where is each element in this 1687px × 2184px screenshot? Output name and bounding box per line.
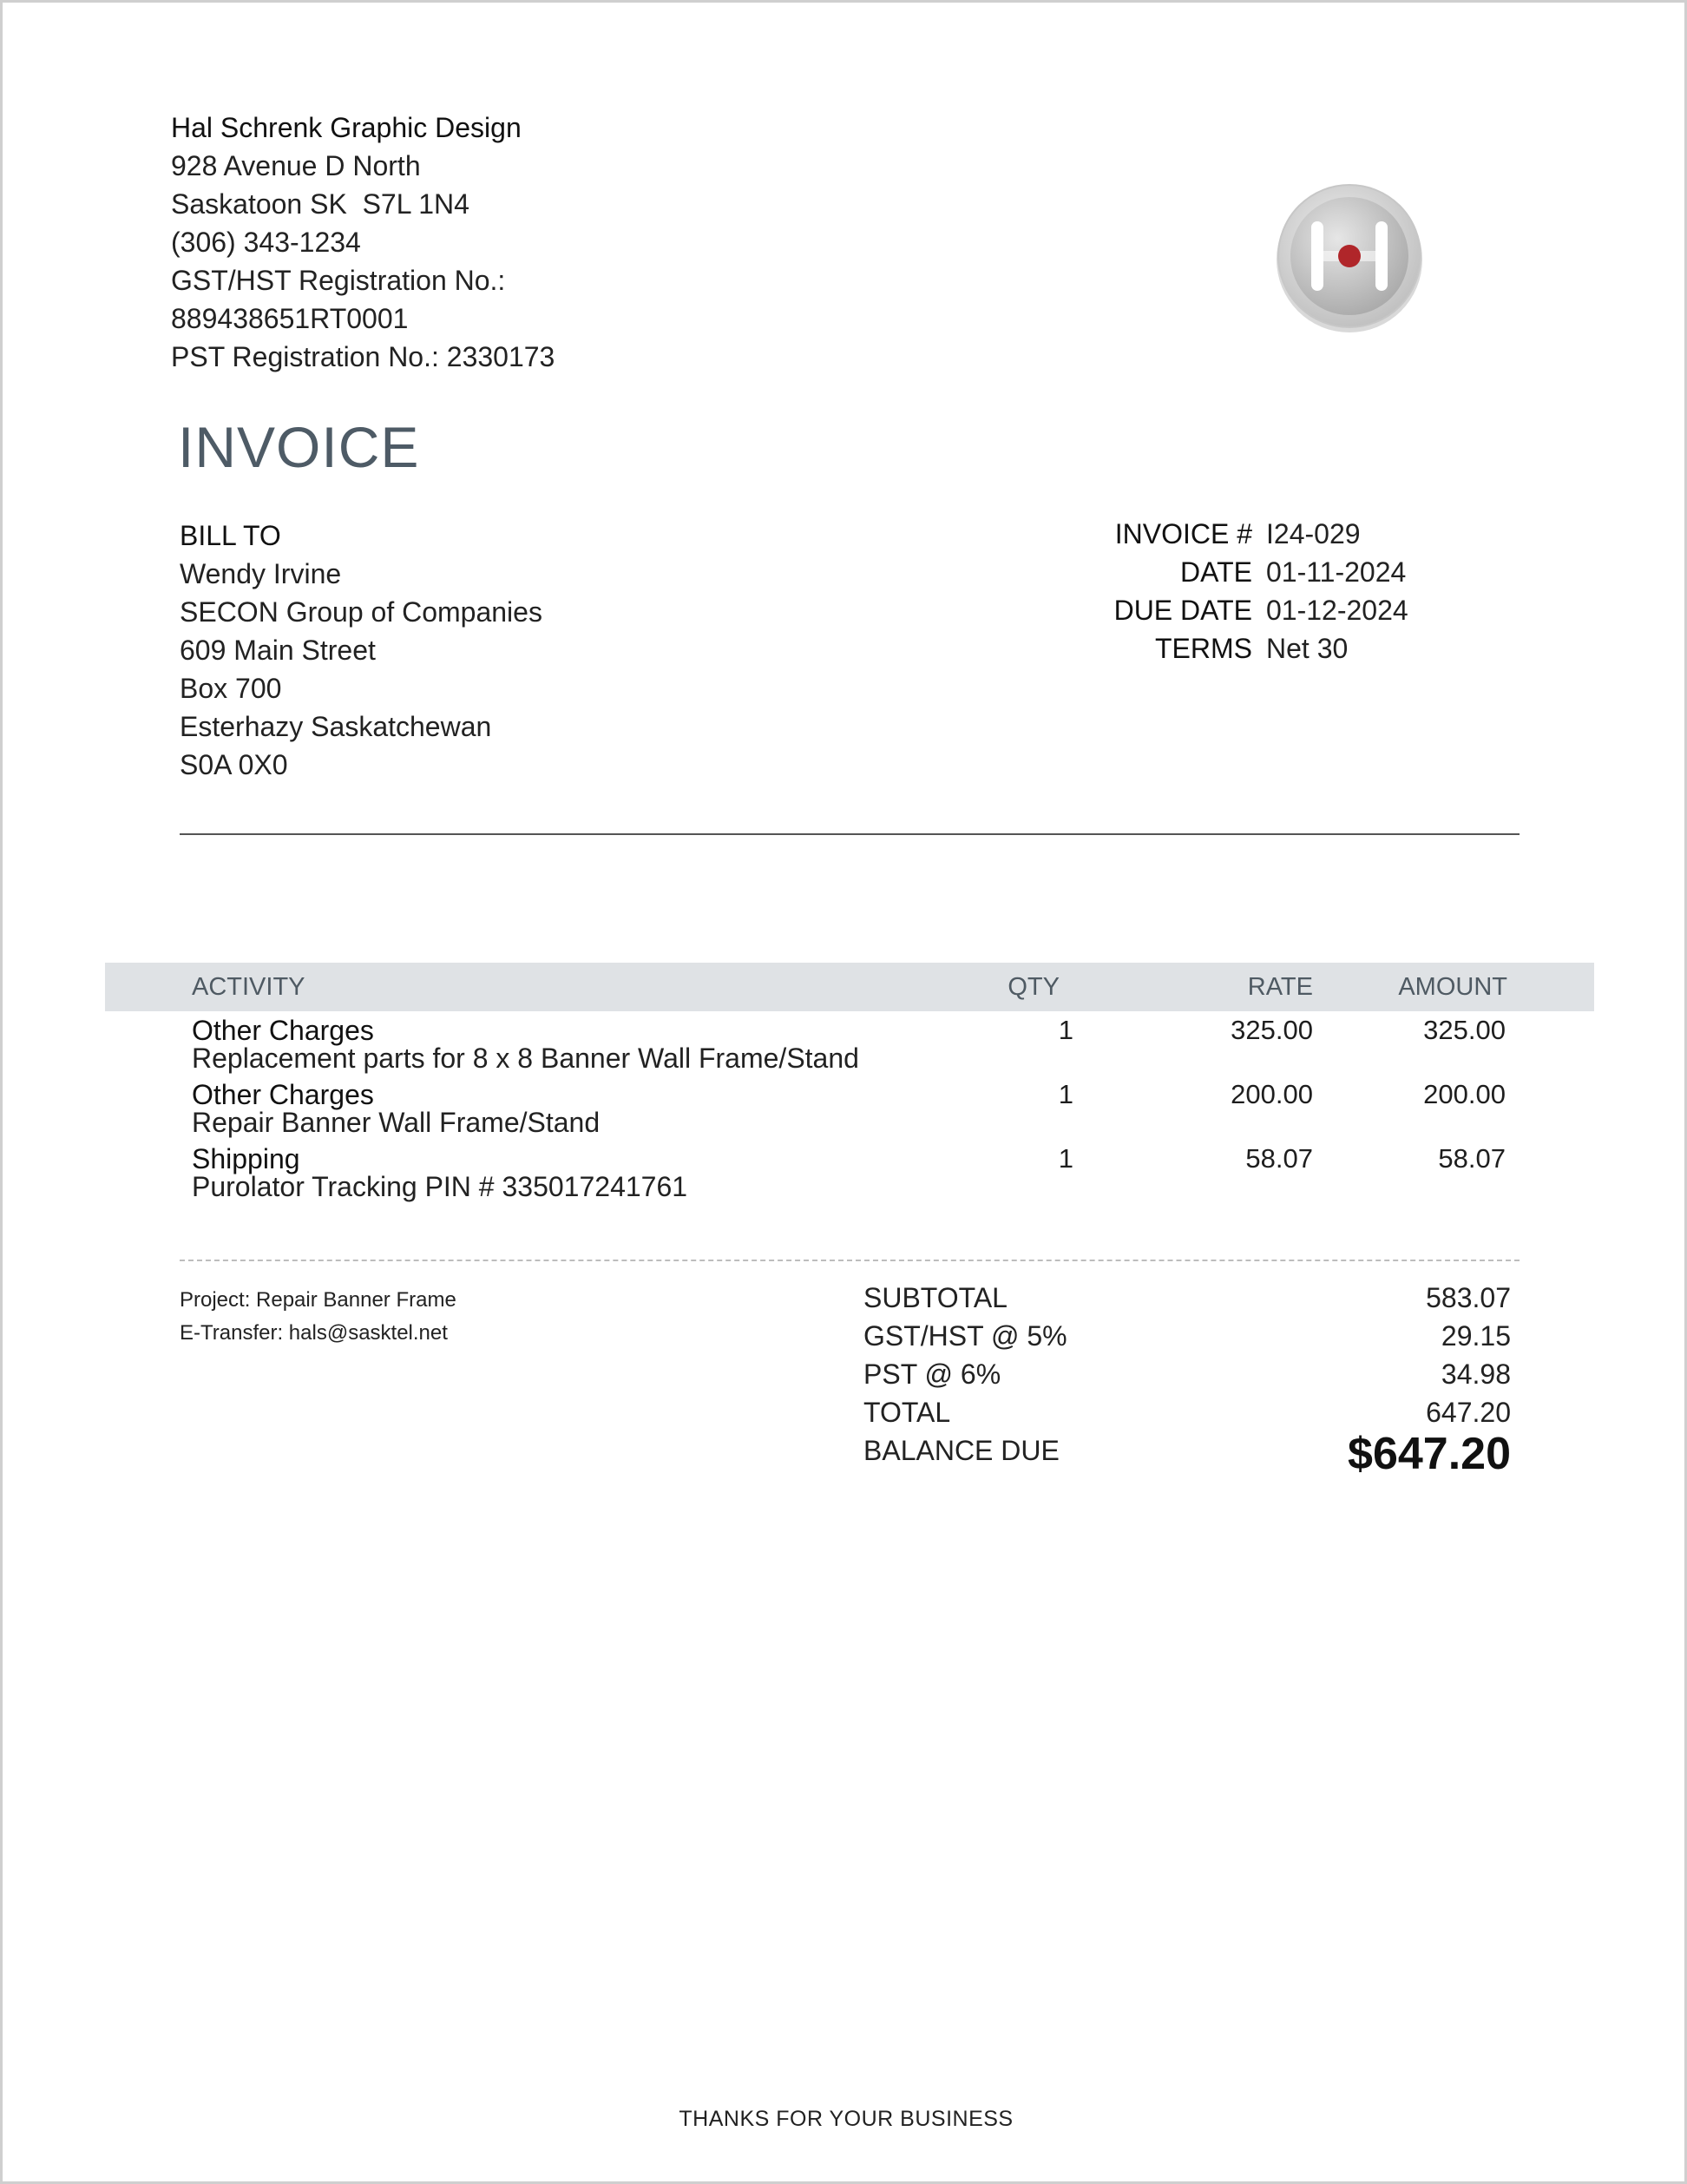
column-header-activity: ACTIVITY xyxy=(192,973,305,1001)
total-label: TOTAL xyxy=(863,1397,951,1428)
balance-due-label: BALANCE DUE xyxy=(863,1435,1060,1466)
bill-to-block xyxy=(180,516,542,784)
meta-row-date xyxy=(1044,553,1408,591)
subtotal-row xyxy=(863,1279,1511,1317)
line-item-name: Shipping xyxy=(192,1143,300,1174)
dotted-divider xyxy=(180,1260,1520,1261)
subtotal-label: SUBTOTAL xyxy=(863,1282,1008,1313)
subtotal-value: 583.07 xyxy=(1426,1282,1511,1313)
bill-to-line: Esterhazy Saskatchewan xyxy=(180,711,492,742)
pst-label: PST @ 6% xyxy=(863,1358,1001,1390)
table-header xyxy=(105,963,1594,1011)
table-row xyxy=(192,1143,1506,1207)
meta-value: 01-11-2024 xyxy=(1266,556,1407,588)
divider xyxy=(180,833,1520,835)
line-item-qty: 1 xyxy=(1058,1143,1073,1174)
hs-monogram-logo-icon xyxy=(1275,183,1424,332)
column-header-qty: QTY xyxy=(1008,973,1060,1001)
document-title: INVOICE xyxy=(178,415,420,479)
total-row xyxy=(863,1393,1511,1431)
gst-label: GST/HST @ 5% xyxy=(863,1320,1067,1352)
company-info xyxy=(171,109,555,376)
line-item-description: Replacement parts for 8 x 8 Banner Wall Frame/Stand xyxy=(192,1043,859,1074)
column-header-amount: AMOUNT xyxy=(1398,973,1507,1001)
totals-block xyxy=(863,1279,1511,1479)
line-item-rate: 58.07 xyxy=(1245,1143,1313,1174)
note-payment: E-Transfer: hals@sasktel.net xyxy=(180,1321,448,1345)
table-row xyxy=(192,1015,1506,1079)
line-item-rate: 325.00 xyxy=(1231,1015,1313,1045)
gst-number: 889438651RT0001 xyxy=(171,303,409,334)
line-item-rate: 200.00 xyxy=(1231,1079,1313,1109)
bill-to-line: S0A 0X0 xyxy=(180,749,288,780)
meta-label: TERMS xyxy=(1155,633,1252,664)
note-project: Project: Repair Banner Frame xyxy=(180,1288,456,1312)
gst-label: GST/HST Registration No.: xyxy=(171,265,506,296)
balance-due-value: $647.20 xyxy=(1348,1429,1511,1479)
pst-registration: PST Registration No.: 2330173 xyxy=(171,341,555,372)
bill-to-heading: BILL TO xyxy=(180,520,281,551)
line-item-qty: 1 xyxy=(1058,1079,1073,1109)
company-phone: (306) 343-1234 xyxy=(171,227,361,258)
invoice-meta xyxy=(1044,515,1408,668)
meta-value: 01-12-2024 xyxy=(1266,595,1408,626)
total-value: 647.20 xyxy=(1426,1397,1511,1428)
gst-row xyxy=(863,1317,1511,1355)
bill-to-line: SECON Group of Companies xyxy=(180,596,542,628)
bill-to-line: Box 700 xyxy=(180,673,282,704)
pst-value: 34.98 xyxy=(1441,1358,1511,1390)
column-header-rate: RATE xyxy=(1247,973,1313,1001)
gst-value: 29.15 xyxy=(1441,1320,1511,1352)
line-item-name: Other Charges xyxy=(192,1015,374,1046)
balance-due-row xyxy=(863,1429,1511,1479)
company-name: Hal Schrenk Graphic Design xyxy=(171,112,522,143)
table-row xyxy=(192,1079,1506,1143)
bill-to-line: 609 Main Street xyxy=(180,635,376,666)
line-item-amount: 58.07 xyxy=(1438,1143,1506,1174)
company-address-line2: Saskatoon SK S7L 1N4 xyxy=(171,188,469,220)
meta-row-invoice-number xyxy=(1044,515,1408,553)
line-item-name: Other Charges xyxy=(192,1079,374,1110)
company-address-line1: 928 Avenue D North xyxy=(171,150,421,181)
line-item-amount: 200.00 xyxy=(1423,1079,1506,1109)
line-item-description: Purolator Tracking PIN # 335017241761 xyxy=(192,1171,688,1202)
meta-label: INVOICE # xyxy=(1114,518,1252,549)
invoice-notes xyxy=(180,1284,456,1350)
meta-label: DATE xyxy=(1180,556,1252,588)
meta-value: I24-029 xyxy=(1266,518,1361,549)
line-item-qty: 1 xyxy=(1058,1015,1073,1045)
meta-row-terms xyxy=(1044,629,1408,668)
line-items xyxy=(192,1015,1506,1207)
pst-row xyxy=(863,1355,1511,1393)
line-item-description: Repair Banner Wall Frame/Stand xyxy=(192,1107,601,1138)
meta-row-due-date xyxy=(1044,591,1408,629)
meta-label: DUE DATE xyxy=(1113,595,1252,626)
footer-thanks: THANKS FOR YOUR BUSINESS xyxy=(679,2107,1014,2131)
meta-value: Net 30 xyxy=(1266,633,1349,664)
bill-to-line: Wendy Irvine xyxy=(180,558,342,589)
line-item-amount: 325.00 xyxy=(1423,1015,1506,1045)
